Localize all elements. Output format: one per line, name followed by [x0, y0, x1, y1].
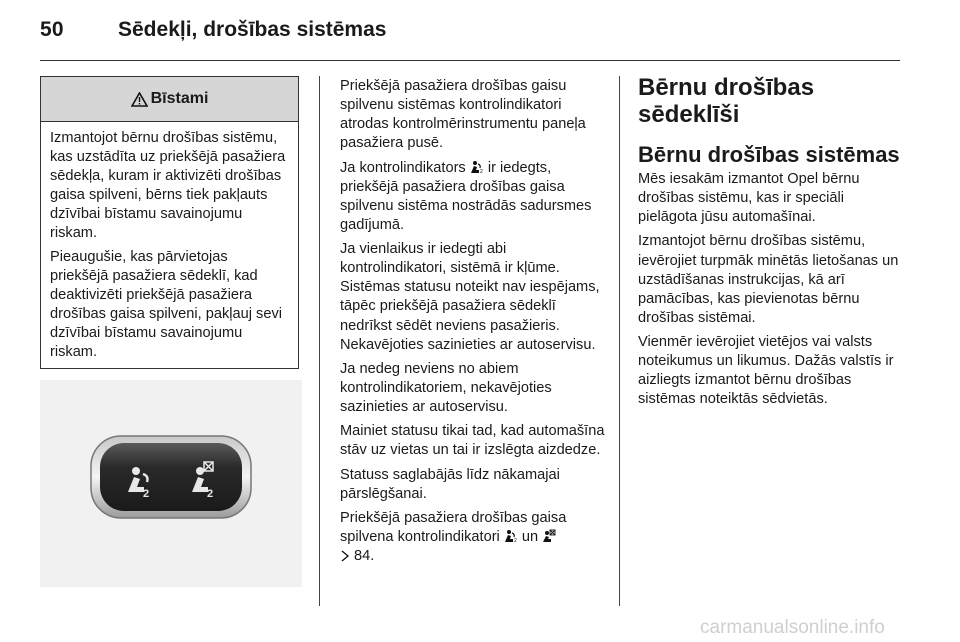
- page-reference-arrow-icon: [340, 550, 350, 562]
- text-fragment: un: [517, 529, 543, 546]
- airbag-on-icon: [470, 160, 484, 174]
- svg-text:2: 2: [513, 538, 517, 544]
- warning-body: [41, 122, 298, 362]
- body-paragraph: Mēs iesakām izmantot Opel bērnu drošības sistēmu, kas ir speciāli pielāgota jūsu automašīnai.: [638, 171, 860, 226]
- body-paragraph: Vienmēr ievērojiet vietējos vai valsts noteikumus un likumus. Dažās valstīs ir aizliegts izmantot bērnu drošības sistēmas noteiktās sēdvietās.: [638, 334, 894, 408]
- page-header: [0, 0, 960, 62]
- column-divider: [319, 76, 320, 606]
- warning-paragraph: Izmantojot bērnu drošības sistēmu, kas uzstādīta uz priekšējā pasažiera sēdekļa, kuram ir aktivizēti drošības gaisa spilveni, bērns tiek pakļauts dzīvībai bīstamu savainojumu riskam.: [50, 130, 286, 242]
- text-fragment: ir iedegts, priekšējā pasažiera drošības gaisa spilvenu sistēma nostrādās sadursmes gadījumā.: [340, 159, 592, 233]
- body-paragraph: [340, 509, 605, 566]
- airbag-on-icon: [504, 529, 518, 543]
- page-number: 50: [40, 18, 64, 41]
- body-paragraph: Mainiet statusu tikai tad, kad automašīna stāv uz vietas un tai ir izslēgta aizdedze.: [340, 423, 605, 459]
- svg-text:2: 2: [143, 488, 150, 500]
- warning-heading: [41, 77, 298, 122]
- body-paragraph: Priekšējā pasažiera drošības gaisu spilvenu sistēmas kontrolindikatori atrodas kontrolmērinstrumentu paneļa pasažiera pusē.: [340, 78, 586, 152]
- body-paragraph: Ja vienlaikus ir iedegti abi kontrolindikatori, sistēmā ir kļūme. Sistēmas statusu noteikt nav iespējams, tāpēc priekšējā pasažiera sēdeklī nedrīkst sēdēt neviens pasažieris. Nekavējoties sazinieties ar autoservisu.: [340, 241, 600, 353]
- header-divider: [40, 60, 900, 61]
- column-divider: [619, 76, 620, 606]
- svg-text:2: 2: [479, 168, 483, 174]
- watermark: carmanualsonline.info: [700, 617, 885, 638]
- subsection-heading: Bērnu drošības sistēmas: [638, 142, 900, 167]
- text-fragment: Priekšējā pasažiera drošības gaisa spilvena kontrolindikatori: [340, 510, 567, 546]
- page-reference: 84.: [350, 548, 375, 565]
- warning-heading-text: Bīstami: [150, 90, 209, 107]
- warning-box: [40, 76, 299, 369]
- body-paragraph: Ja nedeg neviens no abiem kontrolindikatoriem, nekavējoties sazinieties ar autoservisu.: [340, 360, 552, 416]
- warning-triangle-icon: [131, 92, 148, 107]
- middle-column: [340, 77, 605, 572]
- section-heading: Bērnu drošības sēdeklīši: [638, 74, 815, 128]
- indicator-panel-illustration: [40, 380, 302, 587]
- body-paragraph: Statuss saglabājās līdz nākamajai pārslēgšanai.: [340, 466, 560, 502]
- page-title: Sēdekļi, drošības sistēmas: [118, 18, 387, 41]
- body-paragraph: [340, 159, 605, 235]
- svg-text:2: 2: [207, 488, 214, 500]
- body-paragraph: Izmantojot bērnu drošības sistēmu, ievērojiet turpmāk minētās lietošanas un uzstādīšanas instrukcijas, kā arī pamācības, kas pievienotas bērnu drošības sistēmai.: [638, 233, 899, 326]
- right-column: [638, 74, 903, 415]
- text-fragment: Ja kontrolindikators: [340, 159, 470, 176]
- airbag-indicator-photo: [40, 380, 302, 587]
- warning-paragraph: Pieaugušie, kas pārvietojas priekšējā pasažiera sēdeklī, kad deaktivizēti priekšējā pasažiera drošības gaisa spilveni, pakļauj sevi dzīvībai bīstamu savainojumu riskam.: [50, 248, 283, 361]
- airbag-off-icon: [542, 529, 556, 543]
